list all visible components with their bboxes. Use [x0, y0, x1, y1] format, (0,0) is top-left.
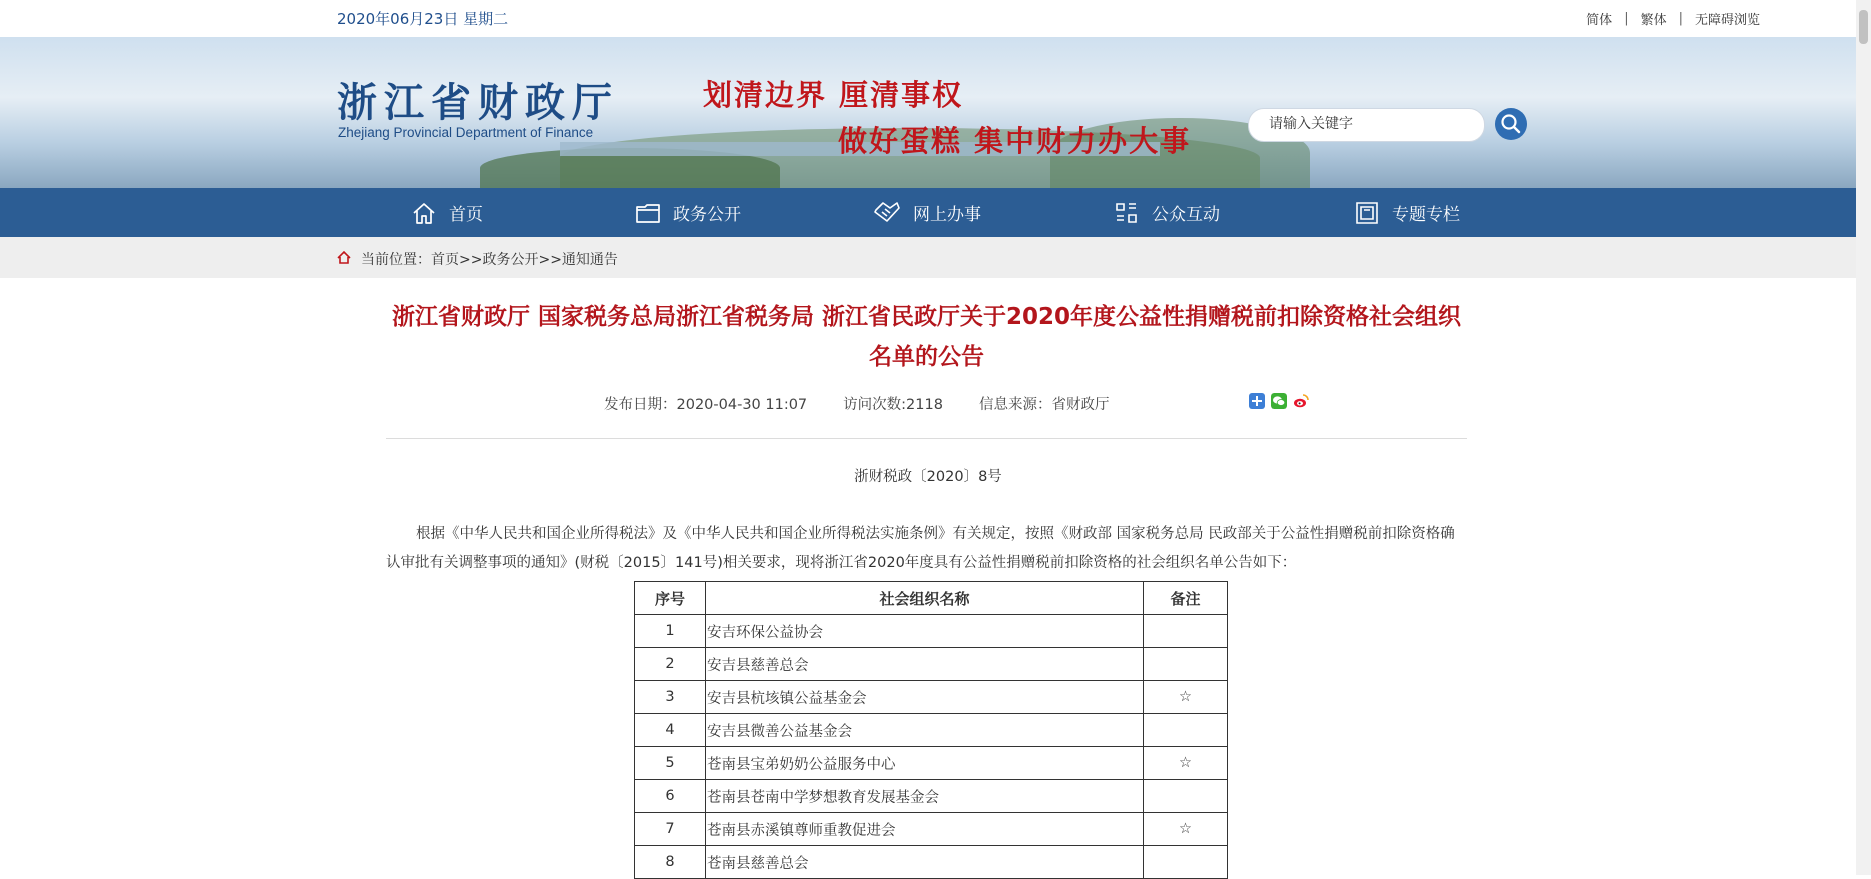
search-icon [1495, 108, 1527, 140]
table-row [635, 615, 1228, 648]
current-date: 2020年06月23日 星期二 [337, 10, 509, 28]
search-input[interactable] [1267, 115, 1471, 133]
row-note: ☆ [1144, 813, 1228, 846]
column-header-name: 社会组织名称 [706, 582, 1144, 615]
row-note: ☆ [1144, 747, 1228, 780]
column-icon [1354, 200, 1380, 226]
nav-item-label: 首页 [449, 205, 483, 225]
article-paragraph: 根据《中华人民共和国企业所得税法》及《中华人民共和国企业所得税法实施条例》有关规定，按照《财政部 国家税务总局 民政部关于公益性捐赠税前扣除资格确认审批有关调整事项的通知》(财税〔2015〕141号)相关要求，现将浙江省2020年度具有公益性捐赠税前扣除资格的社会组织名单公告如下： [386, 526, 1455, 571]
breadcrumb-text[interactable]: 当前位置：首页>>政务公开>>通知通告 [361, 252, 618, 268]
row-index: 7 [635, 813, 706, 846]
breadcrumb-home-icon [337, 251, 351, 264]
organization-table [634, 581, 1228, 879]
search-box [1248, 108, 1485, 142]
home-icon [411, 200, 437, 226]
row-note [1144, 615, 1228, 648]
site-logo-english: Zhejiang Provincial Department of Finance [338, 125, 594, 140]
simplified-chinese-link[interactable]: 简体 [1586, 13, 1613, 28]
row-org-name: 安吉县微善公益基金会 [706, 714, 1144, 747]
article-meta [604, 393, 1145, 414]
row-index: 8 [635, 846, 706, 879]
breadcrumb [0, 237, 1856, 278]
weibo-icon[interactable] [1293, 393, 1309, 409]
row-note [1144, 648, 1228, 681]
row-note: ☆ [1144, 681, 1228, 714]
handshake-icon [873, 200, 901, 226]
row-org-name: 苍南县赤溪镇尊师重教促进会 [706, 813, 1144, 846]
column-header-note: 备注 [1144, 582, 1228, 615]
nav-item-government-affairs[interactable] [635, 188, 741, 237]
row-org-name: 安吉县慈善总会 [706, 648, 1144, 681]
top-bar [0, 0, 1856, 37]
row-index: 4 [635, 714, 706, 747]
share-buttons [1249, 393, 1309, 409]
row-org-name: 苍南县宝弟奶奶公益服务中心 [706, 747, 1144, 780]
search-button[interactable] [1495, 108, 1527, 140]
table-row [635, 714, 1228, 747]
main-nav [0, 188, 1856, 237]
row-note [1144, 780, 1228, 813]
table-header-row [635, 582, 1228, 615]
nav-item-label: 专题专栏 [1392, 205, 1460, 225]
row-index: 5 [635, 747, 706, 780]
row-note [1144, 714, 1228, 747]
slogan-line-1: 划清边界 厘清事权 [703, 78, 964, 112]
publish-date: 发布日期：2020-04-30 11:07 [604, 397, 808, 413]
header-banner [0, 37, 1856, 188]
interaction-icon [1114, 200, 1140, 226]
accessibility-link[interactable]: 无障碍浏览 [1694, 13, 1760, 28]
nav-item-label: 公众互动 [1152, 205, 1220, 225]
slogan-line-2: 做好蛋糕 集中财力办大事 [838, 124, 1192, 158]
wechat-icon[interactable] [1271, 393, 1287, 409]
table-row [635, 846, 1228, 879]
separator: | [1678, 11, 1683, 26]
nav-item-public-interaction[interactable] [1114, 188, 1220, 237]
table-row [635, 681, 1228, 714]
row-org-name: 安吉环保公益协会 [706, 615, 1144, 648]
traditional-chinese-link[interactable]: 繁体 [1640, 13, 1667, 28]
scrollbar-thumb[interactable] [1859, 10, 1868, 44]
table-row [635, 813, 1228, 846]
nav-item-online-services[interactable] [873, 188, 981, 237]
top-links [1586, 9, 1760, 28]
table-row [635, 747, 1228, 780]
separator: | [1624, 11, 1629, 26]
column-header-index: 序号 [635, 582, 706, 615]
divider [386, 438, 1467, 439]
row-index: 6 [635, 780, 706, 813]
row-index: 1 [635, 615, 706, 648]
row-org-name: 苍南县慈善总会 [706, 846, 1144, 879]
article-title: 浙江省财政厅 国家税务总局浙江省税务局 浙江省民政厅关于2020年度公益性捐赠税前扣除资格社会组织名单的公告 [391, 304, 1462, 370]
table-row [635, 780, 1228, 813]
nav-item-label: 政务公开 [673, 205, 741, 225]
folder-icon [635, 200, 661, 226]
document-number: 浙财税政〔2020〕8号 [854, 469, 1002, 485]
row-org-name: 苍南县苍南中学梦想教育发展基金会 [706, 780, 1144, 813]
row-note [1144, 846, 1228, 879]
row-org-name: 安吉县杭垓镇公益基金会 [706, 681, 1144, 714]
row-index: 2 [635, 648, 706, 681]
row-index: 3 [635, 681, 706, 714]
nav-item-home[interactable] [411, 188, 483, 237]
share-plus-icon[interactable] [1249, 393, 1265, 409]
nav-item-label: 网上办事 [913, 205, 981, 225]
page-scrollbar[interactable] [1856, 0, 1871, 875]
info-source: 信息来源：省财政厅 [978, 397, 1110, 413]
visit-count: 访问次数:2118 [843, 397, 943, 413]
nav-item-special-topics[interactable] [1354, 188, 1460, 237]
site-logo[interactable]: 浙江省财政厅 [337, 79, 619, 126]
table-row [635, 648, 1228, 681]
